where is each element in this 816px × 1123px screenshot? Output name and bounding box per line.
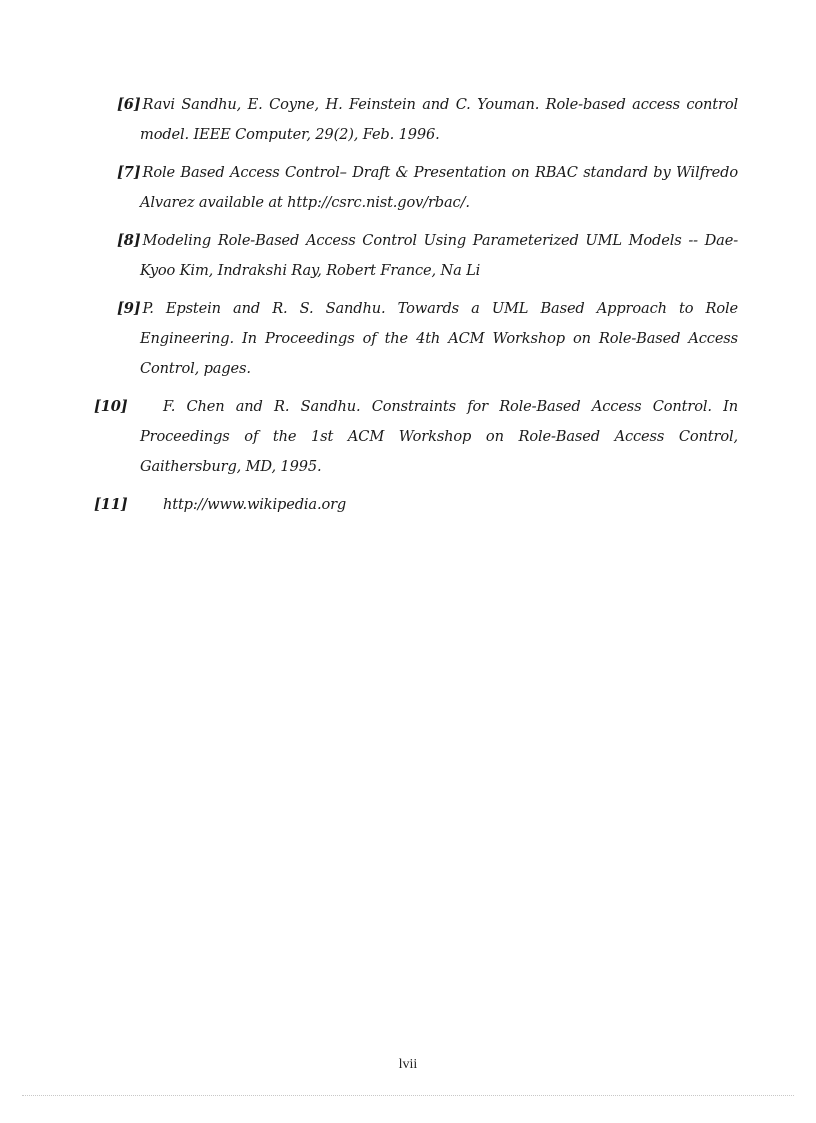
reference-item [94, 392, 738, 482]
reference-item [117, 90, 738, 150]
reference-text: http://www.wikipedia.org [163, 496, 347, 513]
reference-text: F. Chen and R. Sandhu. Constraints for Role-Based Access Control. In Proceedings of the 1st ACM Workshop on Role-Based Access Control, Gaithersburg, MD, 1995. [140, 398, 738, 475]
reference-number: [8] [117, 232, 141, 249]
reference-item [117, 226, 738, 286]
page-number: lvii [398, 1057, 418, 1072]
reference-text: Ravi Sandhu, E. Coyne, H. Feinstein and C. Youman. Role-based access control model. IEEE Computer, 29(2), Feb. 1996. [140, 96, 738, 143]
reference-number: [6] [117, 96, 141, 113]
reference-item [117, 294, 738, 384]
reference-number: [9] [117, 300, 141, 317]
reference-text: P. Epstein and R. S. Sandhu. Towards a UML Based Approach to Role Engineering. In Proceedings of the 4th ACM Workshop on Role-Based Access Control, pages. [140, 300, 738, 377]
reference-number: [11] [94, 496, 128, 513]
reference-list [94, 90, 738, 528]
reference-number: [7] [117, 164, 141, 181]
reference-text: Role Based Access Control– Draft & Presentation on RBAC standard by Wilfredo Alvarez available at http://csrc.nist.gov/rbac/. [140, 164, 738, 211]
reference-number: [10] [94, 398, 128, 415]
reference-item [94, 490, 738, 520]
page-bottom-divider [22, 1095, 794, 1096]
reference-text: Modeling Role-Based Access Control Using Parameterized UML Models -- Dae-Kyoo Kim, Indrakshi Ray, Robert France, Na Li [140, 232, 738, 279]
reference-item [117, 158, 738, 218]
